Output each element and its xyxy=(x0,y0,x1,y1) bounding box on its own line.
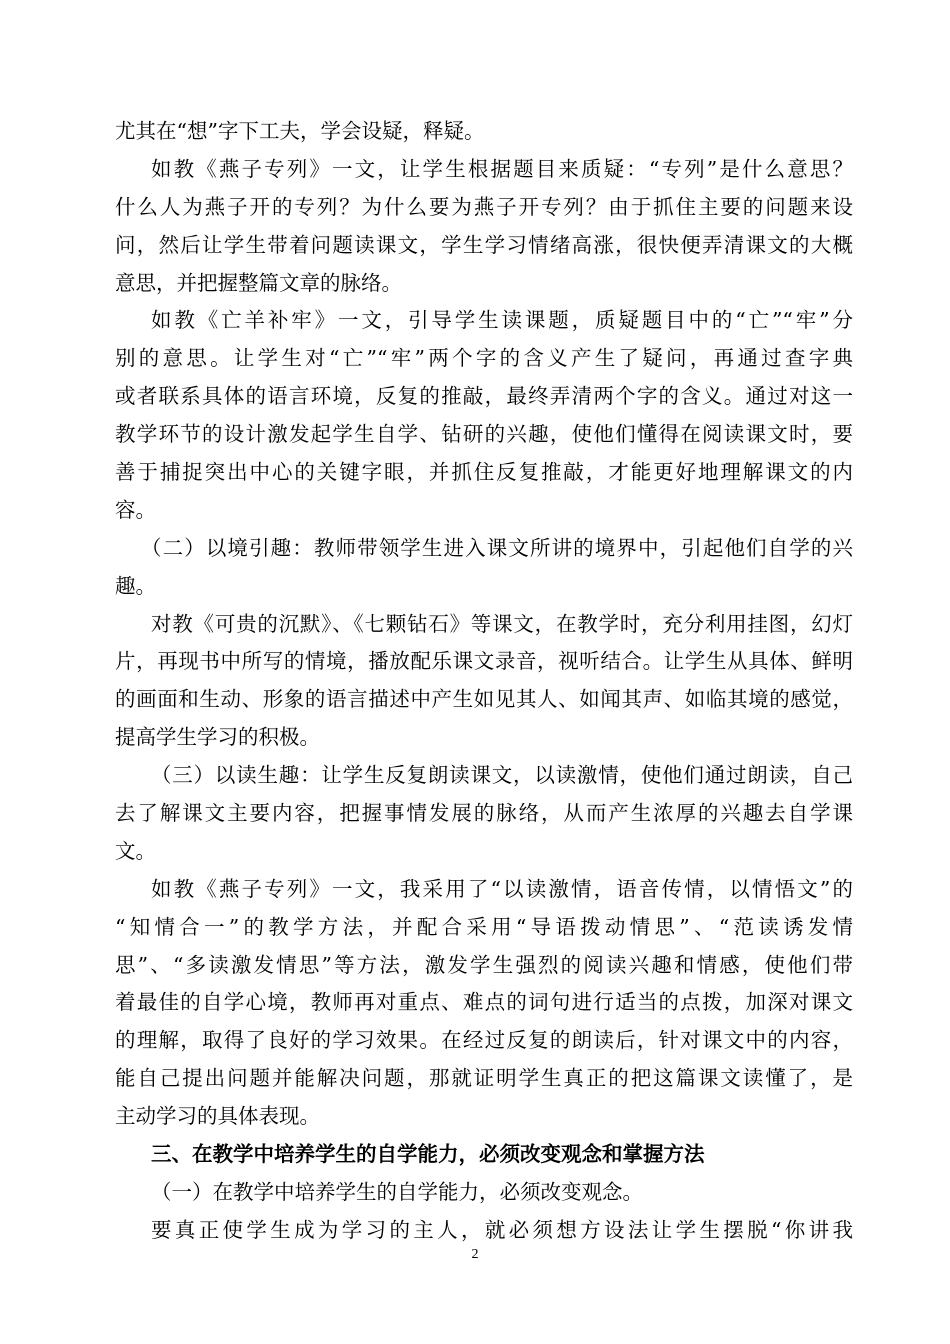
text-line: （二）以境引趣：教师带领学生进入课文所讲的境界中，引起他们自学的兴 xyxy=(141,535,853,560)
section-heading: 三、在教学中培养学生的自学能力，必须改变观念和掌握方法 xyxy=(151,1142,705,1167)
text-line: 去了解课文主要内容，把握事情发展的脉络，从而产生浓厚的兴趣去自学课 xyxy=(115,801,853,826)
text-line: 的画面和生动、形象的语言描述中产生如见其人、如闻其声、如临其境的感觉， xyxy=(115,687,853,712)
text-line: 思”、“多读激发情思”等方法，激发学生强烈的阅读兴趣和情感，使他们带 xyxy=(115,952,853,977)
text-line: 要真正使学生成为学习的主人，就必须想方设法让学生摆脱“你讲我 xyxy=(151,1217,853,1242)
text-line: （三）以读生趣：让学生反复朗读课文，以读激情，使他们通过朗读，自己 xyxy=(151,763,853,788)
text-line: 教学环节的设计激发起学生自学、钻研的兴趣，使他们懂得在阅读课文时，要 xyxy=(115,422,853,447)
text-line: 如教《燕子专列》一文，我采用了“以读激情，语音传情，以情悟文”的 xyxy=(151,876,853,901)
body-text xyxy=(115,113,853,1250)
text-line: 什么人为燕子开的专列？为什么要为燕子开专列？由于抓住主要的问题来设 xyxy=(115,194,853,219)
text-line: 别的意思。让学生对“亡”“牢”两个字的含义产生了疑问，再通过查字典 xyxy=(115,346,853,371)
text-line: 如教《亡羊补牢》一文，引导学生读课题，质疑题目中的“亡”“牢”分 xyxy=(151,308,853,333)
text-line: 能自己提出问题并能解决问题，那就证明学生真正的把这篇课文读懂了，是 xyxy=(115,1066,853,1091)
text-line: 片，再现书中所写的情境，播放配乐课文录音，视听结合。让学生从具体、鲜明 xyxy=(115,649,853,674)
text-line: 善于捕捉突出中心的关键字眼，并抓住反复推敲，才能更好地理解课文的内 xyxy=(115,460,853,485)
text-line: 容。 xyxy=(115,497,156,522)
text-line: 问，然后让学生带着问题读课文，学生学习情绪高涨，很快便弄清课文的大概 xyxy=(115,232,853,257)
text-line: 着最佳的自学心境，教师再对重点、难点的词句进行适当的点拨，加深对课文 xyxy=(115,990,853,1015)
text-line: 意思，并把握整篇文章的脉络。 xyxy=(115,270,402,295)
text-line: 主动学习的具体表现。 xyxy=(115,1104,320,1129)
text-line: 如教《燕子专列》一文，让学生根据题目来质疑：“专列”是什么意思？ xyxy=(151,156,853,181)
text-line: 趣。 xyxy=(115,573,156,598)
page-number: 2 xyxy=(471,1247,479,1262)
text-line: 尤其在“想”字下工夫，学会设疑，释疑。 xyxy=(115,119,485,143)
text-line: 或者联系具体的语言环境，反复的推敲，最终弄清两个字的含义。通过对这一 xyxy=(115,384,853,409)
text-line: 的理解，取得了良好的学习效果。在经过反复的朗读后，针对课文中的内容， xyxy=(115,1028,853,1053)
text-line: 对教《可贵的沉默》、《七颗钻石》等课文，在教学时，充分利用挂图，幻灯 xyxy=(151,611,853,636)
text-line: 文。 xyxy=(115,838,156,863)
text-line: 提高学生学习的积极。 xyxy=(115,725,320,750)
text-line: “知情合一”的教学方法，并配合采用“导语拨动情思”、“范读诱发情 xyxy=(115,914,853,939)
text-line: （一）在教学中培养学生的自学能力，必须改变观念。 xyxy=(151,1179,643,1204)
